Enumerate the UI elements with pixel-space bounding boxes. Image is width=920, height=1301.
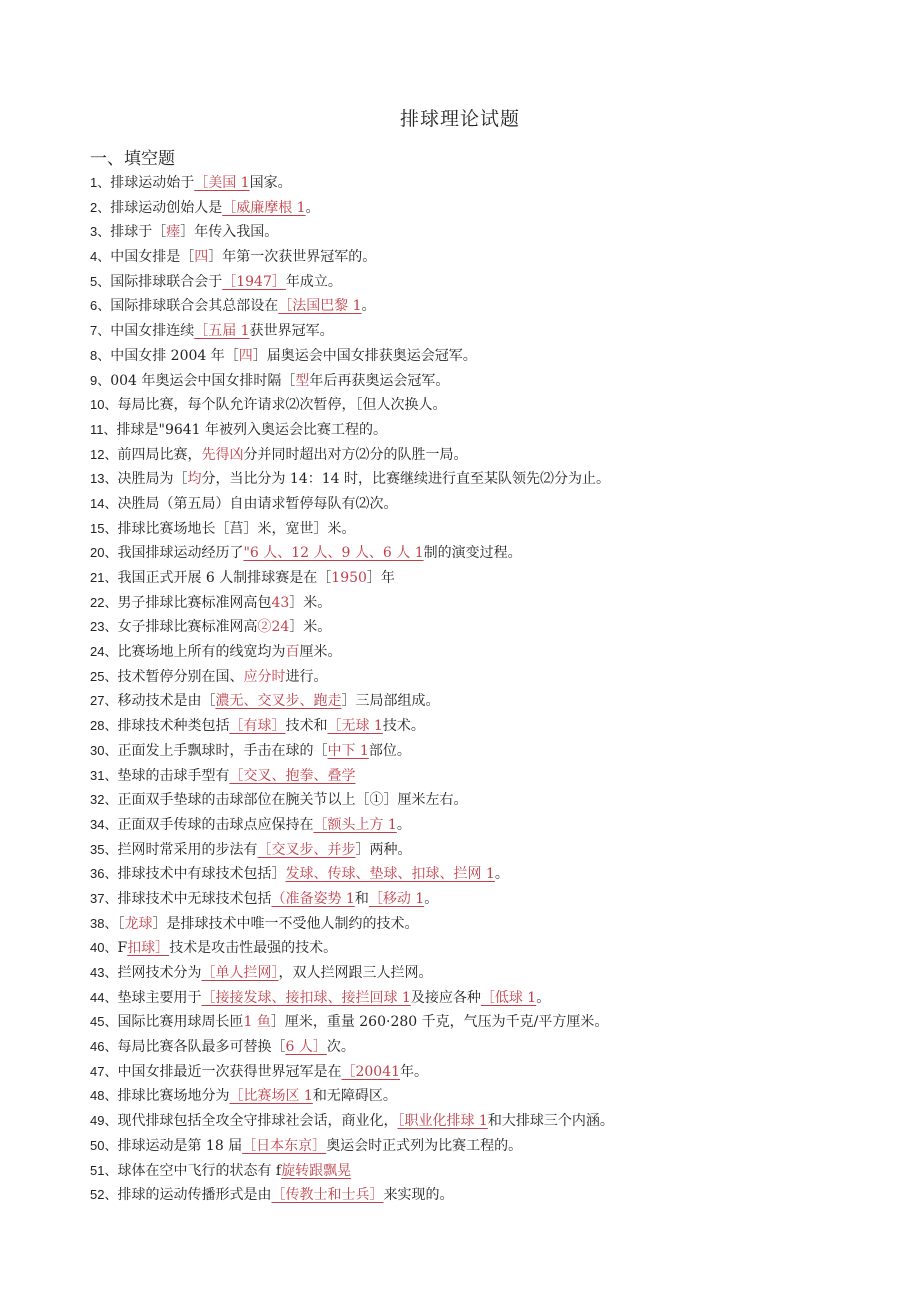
question-text: F xyxy=(117,940,128,957)
question-number: 13、 xyxy=(90,471,118,487)
question-number: 37、 xyxy=(90,890,118,906)
question-text: 每局比赛各队最多可替换［ xyxy=(117,1039,286,1056)
question-text: ］米。 xyxy=(289,594,332,611)
question-number: 43、 xyxy=(90,965,118,980)
question-text: ］年传入我国。 xyxy=(180,224,279,241)
question-item xyxy=(90,788,890,813)
answer-text: ［职业化排球 1 xyxy=(397,1113,488,1130)
question-item xyxy=(90,492,890,517)
question-text: 排球比赛场地分为 xyxy=(117,1088,230,1105)
answer-text: 均 xyxy=(187,471,202,488)
question-text: 004 年奥运会中国女排时隔［ xyxy=(110,372,296,389)
question-text: 部位。 xyxy=(368,742,411,759)
question-text: 拦网时常采用的步法有 xyxy=(117,841,258,858)
question-text: 排球技术中无球技术包括 xyxy=(117,890,272,907)
question-item xyxy=(90,912,890,937)
question-text: 和大排球三个内涵。 xyxy=(487,1113,614,1130)
answer-text: 中下 1 xyxy=(327,742,369,759)
question-item xyxy=(90,862,890,887)
question-number: 25、 xyxy=(90,668,118,684)
question-text: 技术和 xyxy=(285,718,328,735)
question-item xyxy=(90,986,890,1011)
question-number: 12、 xyxy=(90,446,118,462)
question-text: 垫球的击球手型有 xyxy=(117,767,230,784)
question-text: 正面双手传球的击球点应保持在 xyxy=(117,816,314,833)
question-number: 32、 xyxy=(90,792,118,808)
question-number: 24、 xyxy=(90,644,118,660)
question-text: 现代排球包括全攻全守排球社会话，商业化， xyxy=(117,1113,398,1130)
answer-text: 1 鱼 xyxy=(243,1014,271,1031)
answer-text: ［五届 1 xyxy=(194,323,250,340)
question-item xyxy=(90,467,890,492)
question-item xyxy=(90,1060,890,1085)
question-text: 排球技术种类包括 xyxy=(117,718,230,735)
question-number: 31、 xyxy=(90,767,118,783)
question-number: 40、 xyxy=(90,940,118,956)
answer-text: 型 xyxy=(295,372,310,389)
question-number: 21、 xyxy=(90,570,118,585)
question-item xyxy=(90,294,890,319)
question-number: 15、 xyxy=(90,520,118,536)
question-text: 拦网技术分为 xyxy=(117,965,202,981)
question-number: 4、 xyxy=(90,249,111,265)
question-number: 27、 xyxy=(90,693,118,709)
question-text: 年。 xyxy=(400,1063,429,1080)
answer-text: 濃无、交叉步、跑走 xyxy=(215,693,342,710)
question-text: 排球是"9641 年被列入奥运会比赛工程的。 xyxy=(116,421,388,438)
question-number: 22、 xyxy=(90,594,118,610)
question-text: 国际排球联合会于 xyxy=(110,273,223,290)
question-text: 男子排球比赛标准网高包 xyxy=(117,594,272,611)
question-number: 30、 xyxy=(90,742,118,758)
question-text: 球体在空中飞行的状态有 f xyxy=(117,1162,282,1179)
question-text: 移动技术是由［ xyxy=(117,693,216,710)
question-number: 9、 xyxy=(90,372,111,388)
question-text: 技术。 xyxy=(382,718,425,735)
answer-text: 43 xyxy=(271,594,290,611)
question-item xyxy=(90,1109,890,1134)
answer-text: ［接接发球、接扣球、接拦回球 1 xyxy=(201,989,411,1006)
question-text: 制的演变过程。 xyxy=(423,545,522,562)
question-text: 正面发上手飘球时，手击在球的［ xyxy=(117,742,328,759)
question-text: 中国女排最近一次获得世界冠军是在 xyxy=(117,1063,342,1080)
question-text: 决胜局为［ xyxy=(117,471,188,488)
answer-text: "6 人、12 人、9 人、6 人 1 xyxy=(243,545,424,562)
question-text: 垫球主要用于 xyxy=(117,989,202,1006)
answer-text: ［比赛场区 1 xyxy=(229,1088,313,1105)
question-text: 。 xyxy=(494,866,509,883)
answer-text: 龙球 xyxy=(124,915,153,932)
question-item xyxy=(90,887,890,912)
question-number: 10、 xyxy=(90,397,118,413)
question-text: 排球运动是第 18 届 xyxy=(117,1137,243,1154)
question-list xyxy=(90,171,890,1208)
answer-text: 6 人］ xyxy=(285,1039,327,1056)
answer-text: ［威廉摩根 1 xyxy=(222,199,306,216)
question-item xyxy=(90,517,890,542)
answer-text: 发球、传球、垫球、扣球、拦网 1 xyxy=(285,866,495,883)
question-text: 分，当比分为 14：14 时，比赛继续进行直至某队领先⑵分为止。 xyxy=(201,471,610,488)
question-number: 44、 xyxy=(90,989,118,1005)
question-item xyxy=(90,640,890,665)
question-item xyxy=(90,393,890,418)
answer-text: ［移动 1 xyxy=(368,890,425,907)
question-number: 35、 xyxy=(90,841,118,857)
question-item xyxy=(90,344,890,369)
question-text: 中国女排连续 xyxy=(110,323,195,340)
question-number: 28、 xyxy=(90,718,118,734)
question-text: 。 xyxy=(424,890,439,907)
question-number: 48、 xyxy=(90,1088,118,1104)
question-text: 决胜局（第五局）自由请求暂停每队有⑵次。 xyxy=(117,495,398,512)
question-item xyxy=(90,319,890,344)
answer-text: （准备姿势 1 xyxy=(271,890,355,907)
answer-text: ②24 xyxy=(257,619,290,636)
question-item xyxy=(90,665,890,690)
question-number: 52、 xyxy=(90,1187,118,1203)
question-text: 中国女排是［ xyxy=(110,249,195,266)
question-item xyxy=(90,1159,890,1184)
question-item xyxy=(90,541,890,566)
question-text: 排球运动创始人是 xyxy=(110,199,223,216)
question-item xyxy=(90,418,890,443)
question-text: 及接应各种 xyxy=(410,989,481,1006)
question-text: ］年 xyxy=(366,570,395,586)
question-text: ］三局部组成。 xyxy=(341,693,440,710)
question-item xyxy=(90,591,890,616)
answer-text: ［日本东京］ xyxy=(242,1137,327,1154)
question-text: ，双人拦网跟三人拦网。 xyxy=(278,965,433,981)
question-item xyxy=(90,171,890,196)
question-text: 排球技术中有球技术包括］ xyxy=(117,866,286,883)
question-text: 排球运动始于 xyxy=(110,175,195,191)
question-text: 分并同时超出对方⑵分的队胜一局。 xyxy=(243,446,468,463)
question-text: 正面双手垫球的击球部位在腕关节以上［①］厘米左右。 xyxy=(117,792,468,809)
question-number: 34、 xyxy=(90,816,118,832)
question-item xyxy=(90,1183,890,1208)
question-number: 20、 xyxy=(90,545,118,561)
question-text: 我国正式开展 6 人制排球赛是在［ xyxy=(117,570,332,586)
section-heading: 一、填空题 xyxy=(90,149,175,169)
question-number: 3、 xyxy=(90,224,111,240)
question-number: 51、 xyxy=(90,1162,118,1178)
question-text: 。 xyxy=(536,989,551,1006)
question-text: 和无障碍区。 xyxy=(312,1088,397,1105)
question-text: 中国女排 2004 年［ xyxy=(110,347,239,364)
question-text: 进行。 xyxy=(285,668,328,685)
question-number: 14、 xyxy=(90,495,118,511)
question-item xyxy=(90,714,890,739)
answer-text: ［传教士和士兵］ xyxy=(271,1187,384,1204)
question-text: ］厘米，重量 260·280 千克，气压为千克/平方厘米。 xyxy=(270,1014,609,1031)
answer-text: ［交叉、抱拳、叠学 xyxy=(229,767,356,784)
question-text: 女子排球比赛标准网高 xyxy=(117,619,258,636)
question-text: 和 xyxy=(354,890,369,907)
answer-text: 四 xyxy=(238,347,253,364)
answer-text: 1950 xyxy=(331,570,367,586)
question-text: 排球于［ xyxy=(110,224,167,241)
question-item xyxy=(90,566,890,591)
question-item xyxy=(90,196,890,221)
question-item xyxy=(90,615,890,640)
question-text: ］米。 xyxy=(289,619,332,636)
answer-text: ［20041 xyxy=(341,1063,401,1080)
answer-text: ［额头上方 1 xyxy=(313,816,397,833)
question-text: ］届奥运会中国女排获奥运会冠军。 xyxy=(252,347,477,364)
question-item xyxy=(90,270,890,295)
question-text: 国际比赛用球周长匝 xyxy=(117,1014,244,1031)
question-text: 技术暂停分别在国、 xyxy=(117,668,244,685)
question-text: 我国排球运动经历了 xyxy=(117,545,244,562)
question-text: 厘米。 xyxy=(299,644,342,661)
question-text: 来实现的。 xyxy=(383,1187,454,1204)
question-number: 1、 xyxy=(90,175,111,190)
page-title: 排球理论试题 xyxy=(399,108,520,130)
question-text: ［ xyxy=(117,915,125,932)
question-number: 8、 xyxy=(90,347,111,363)
question-number: 7、 xyxy=(90,323,111,339)
question-item xyxy=(90,369,890,394)
answer-text: ［美国 1 xyxy=(194,175,250,191)
answer-text: ［交叉步、并步 xyxy=(257,841,356,858)
question-item xyxy=(90,936,890,961)
question-item xyxy=(90,961,890,986)
question-text: 国际排球联合会其总部设在 xyxy=(110,298,279,315)
question-item xyxy=(90,739,890,764)
question-number: 36、 xyxy=(90,866,118,882)
question-item xyxy=(90,443,890,468)
question-item xyxy=(90,764,890,789)
question-text: 每局比赛，每个队允许请求⑵次暂停，［但人次换人。 xyxy=(117,397,447,414)
question-text: 年后再获奥运会冠军。 xyxy=(309,372,450,389)
question-item xyxy=(90,1035,890,1060)
answer-text: 扣球］ xyxy=(127,940,170,957)
answer-text: 瘗 xyxy=(166,224,181,241)
question-item xyxy=(90,813,890,838)
question-text: ］是排球技术中唯一不受他人制约的技术。 xyxy=(152,915,419,932)
answer-text: 应分时 xyxy=(243,668,286,685)
answer-text: ［无球 1 xyxy=(327,718,383,735)
question-text: 次。 xyxy=(326,1039,355,1056)
question-text: 奥运会时正式列为比赛工程的。 xyxy=(326,1137,523,1154)
question-number: 49、 xyxy=(90,1113,118,1129)
question-number: 5、 xyxy=(90,273,111,289)
question-number: 46、 xyxy=(90,1039,118,1055)
question-text: ］两种。 xyxy=(355,841,412,858)
question-text: ］年第一次获世界冠军的。 xyxy=(208,249,377,266)
answer-text: ［法国巴黎 1 xyxy=(278,298,362,315)
answer-text: ［单人拦网］ xyxy=(201,965,279,981)
answer-text: ［低球 1 xyxy=(480,989,537,1006)
question-item xyxy=(90,245,890,270)
question-item xyxy=(90,1010,890,1035)
answer-text: ［1947］ xyxy=(222,273,286,290)
question-text: 排球的运动传播形式是由 xyxy=(117,1187,272,1204)
answer-text: 四 xyxy=(194,249,209,266)
answer-text: 先得凶 xyxy=(201,446,244,463)
question-number: 50、 xyxy=(90,1137,118,1153)
question-text: 排球比赛场地长［莒］米，宽世］米。 xyxy=(117,520,356,537)
question-number: 45、 xyxy=(90,1014,118,1030)
question-number: 2、 xyxy=(90,199,111,215)
question-text: 比赛场地上所有的线宽均为 xyxy=(117,644,286,661)
answer-text: 旋转跟飘晃 xyxy=(281,1162,352,1179)
question-text: 。 xyxy=(305,199,320,216)
answer-text: ［有球］ xyxy=(229,718,286,735)
question-number: 23、 xyxy=(90,619,118,635)
question-number: 38、 xyxy=(90,915,118,931)
question-text: 技术是攻击性最强的技术。 xyxy=(169,940,338,957)
question-item xyxy=(90,1084,890,1109)
answer-text: 百 xyxy=(285,644,300,661)
question-number: 11、 xyxy=(90,421,117,437)
question-text: 获世界冠军。 xyxy=(249,323,334,340)
question-item xyxy=(90,1134,890,1159)
question-number: 47、 xyxy=(90,1063,118,1079)
question-item xyxy=(90,220,890,245)
question-text: 。 xyxy=(396,816,411,833)
question-item xyxy=(90,689,890,714)
question-text: 国家。 xyxy=(249,175,292,191)
question-text: 前四局比赛， xyxy=(117,446,202,463)
question-number: 6、 xyxy=(90,298,111,314)
question-text: 。 xyxy=(361,298,376,315)
question-text: 年成立。 xyxy=(285,273,342,290)
question-item xyxy=(90,838,890,863)
